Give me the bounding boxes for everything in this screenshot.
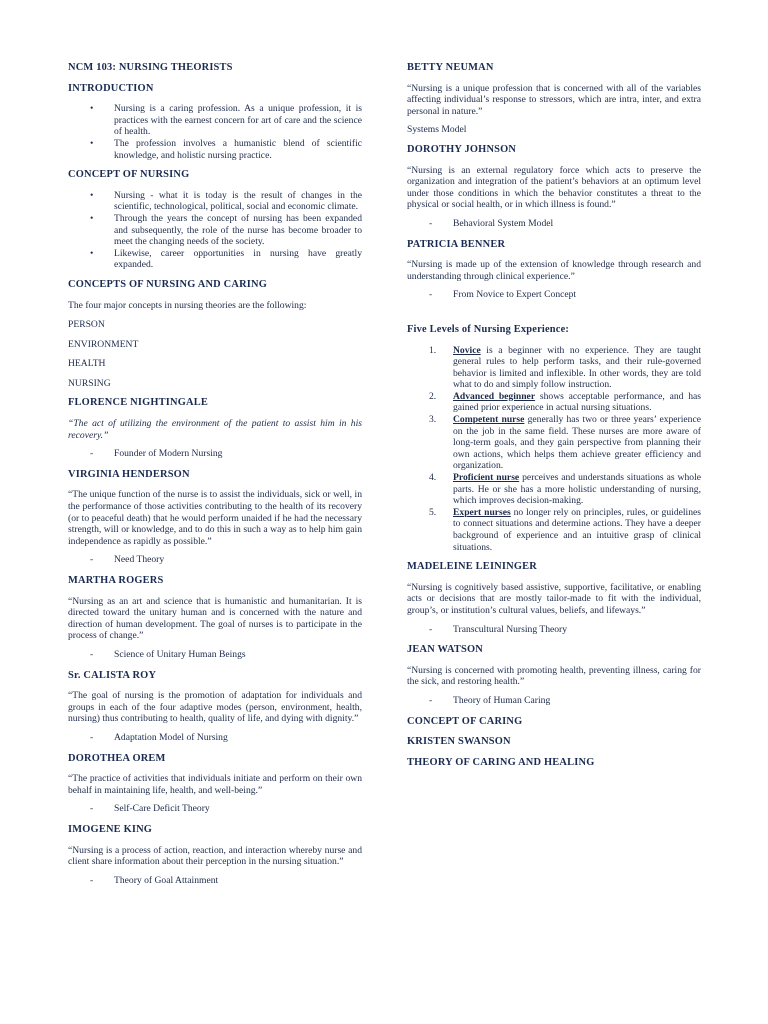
concepts-intro: The four major concepts in nursing theories are the following: <box>68 299 307 311</box>
rogers-quote: “Nursing as an art and science that is humanistic and humanitarian. It is directed toward the unitary human and is concerned with the nature and direction of human development. The goal of nurses is to participate in the process of change.” <box>68 595 362 642</box>
roy-heading: Sr. CALISTA ROY <box>68 669 157 681</box>
left-column <box>68 62 362 895</box>
introduction-heading: INTRODUCTION <box>68 82 154 94</box>
nightingale-theory: - Founder of Modern Nursing <box>68 448 362 460</box>
king-heading: IMOGENE KING <box>68 823 153 835</box>
list-item: 2. Advanced beginner shows acceptable performance, and has gained prior experience in actual nursing situations. <box>429 390 701 414</box>
benner-theory: - From Novice to Expert Concept <box>407 289 701 301</box>
levels-list <box>407 345 701 554</box>
rogers-heading: MARTHA ROGERS <box>68 575 164 586</box>
concept-health: HEALTH <box>68 358 106 370</box>
leininger-heading: MADELEINE LEININGER <box>407 561 537 573</box>
introduction-list <box>68 103 362 161</box>
levels-heading: Five Levels of Nursing Experience: <box>407 323 570 335</box>
watson-theory: - Theory of Human Caring <box>407 695 701 707</box>
concept-of-nursing-heading: CONCEPT OF NURSING <box>68 169 190 181</box>
list-item: 3. Competent nurse generally has two or three years’ experience on the job in the same field. These nurses are more aware of long-term goals, and they gain perspective from planning their own actions, which helps them achieve greater efficiency and organization. <box>429 414 701 472</box>
roy-quote: “The goal of nursing is the promotion of adaptation for individuals and groups in each of the four adaptive modes (person, environment, health, nursing) thus contributing to health, quality of life, and dying with dignity.” <box>68 690 362 725</box>
neuman-heading: BETTY NEUMAN <box>407 62 494 73</box>
nightingale-quote: “The act of utilizing the environment of the patient to assist him in his recovery.” <box>68 418 362 441</box>
henderson-quote: “The unique function of the nurse is to assist the individuals, sick or well, in the performance of those activities contributing to the health of its recovery (or to peaceful death) that he would perform unaided if he had the necessary strength, will or knowledge, and to do this in such a way as to help him gain independence as rapidly as possible.” <box>68 489 362 547</box>
swanson-heading: KRISTEN SWANSON <box>407 736 511 748</box>
nightingale-heading: FLORENCE NIGHTINGALE <box>68 397 208 409</box>
king-theory: - Theory of Goal Attainment <box>68 875 362 887</box>
concepts-caring-heading: CONCEPTS OF NURSING AND CARING <box>68 278 268 290</box>
henderson-theory: - Need Theory <box>68 554 362 566</box>
king-quote: “Nursing is a process of action, reaction, and interaction whereby nurse and client share information about their perception in the nursing situation.” <box>68 844 362 868</box>
roy-theory: - Adaptation Model of Nursing <box>68 732 362 744</box>
orem-heading: DOROTHEA OREM <box>68 752 166 764</box>
list-item: • Through the years the concept of nursing has been expanded and subsequently, the role of the nurse has become broader to meet the changing needs of the society. <box>68 213 362 248</box>
benner-quote: “Nursing is made up of the extension of knowledge through research and understanding through clinical experience.” <box>407 259 701 282</box>
concept-of-caring-heading: CONCEPT OF CARING <box>407 715 523 727</box>
orem-theory: - Self-Care Deficit Theory <box>68 803 362 815</box>
johnson-theory: - Behavioral System Model <box>407 218 701 230</box>
orem-quote: “The practice of activities that individuals initiate and perform on their own behalf in maintaining life, health, and well-being.” <box>68 773 362 796</box>
benner-heading: PATRICIA BENNER <box>407 238 506 250</box>
leininger-quote: “Nursing is cognitively based assistive, supportive, facilitative, or enabling acts or decisions that are mostly tailor-made to fit with the individual, group’s, or institution’s cultural values, beliefs, and lifeways.” <box>407 581 701 616</box>
watson-quote: “Nursing is concerned with promoting health, preventing illness, caring for the sick, and restoring health.” <box>407 664 701 688</box>
list-item: 5. Expert nurses no longer rely on principles, rules, or guidelines to connect situations and determine actions. They have a deeper background of experience and an intuitive grasp of clinical situations. <box>429 506 701 553</box>
leininger-theory: - Transcultural Nursing Theory <box>407 624 701 636</box>
rogers-theory: - Science of Unitary Human Beings <box>68 649 362 661</box>
list-item: 1. Novice is a beginner with no experience. They are taught general rules to help perform tasks, and their rule-governed behavior is limited and inflexible. In other words, they are told what to do and simply follow instruction. <box>429 344 701 391</box>
list-item: • Nursing is a caring profession. As a unique profession, it is practices with the earnest concern for art of care and the science of health. <box>68 103 362 138</box>
concept-environment: ENVIRONMENT <box>68 338 139 350</box>
list-item: 4. Proficient nurse perceives and understands situations as whole parts. He or she has a more holistic understanding of nursing, which improves decision-making. <box>429 472 701 507</box>
concept-of-nursing-list <box>68 190 362 271</box>
list-item: • The profession involves a humanistic blend of scientific knowledge, and holistic nursing practice. <box>68 138 362 161</box>
neuman-quote: “Nursing is a unique profession that is concerned with all of the variables affecting individual’s response to stressors, which are intra, inter, and extra personal in nature.” <box>407 82 701 117</box>
johnson-heading: DOROTHY JOHNSON <box>407 143 517 155</box>
concept-person: PERSON <box>68 319 105 331</box>
list-item: • Likewise, career opportunities in nursing have greatly expanded. <box>68 248 362 271</box>
neuman-model: Systems Model <box>407 124 467 136</box>
watson-heading: JEAN WATSON <box>407 644 484 656</box>
henderson-heading: VIRGINIA HENDERSON <box>68 468 190 480</box>
caring-healing-heading: THEORY OF CARING AND HEALING <box>407 756 595 768</box>
list-item: • Nursing - what it is today is the result of changes in the scientific, technological, political, social and economic climate. <box>68 190 362 213</box>
johnson-quote: “Nursing is an external regulatory force which acts to preserve the organization and integration of the patient’s behaviors at an optimum level under those conditions in which the behavior constitutes a threat to the physical or social health, or in which illness is found.” <box>407 164 701 211</box>
concept-nursing: NURSING <box>68 377 111 389</box>
right-column <box>407 62 701 777</box>
document-title: NCM 103: NURSING THEORISTS <box>68 62 233 73</box>
